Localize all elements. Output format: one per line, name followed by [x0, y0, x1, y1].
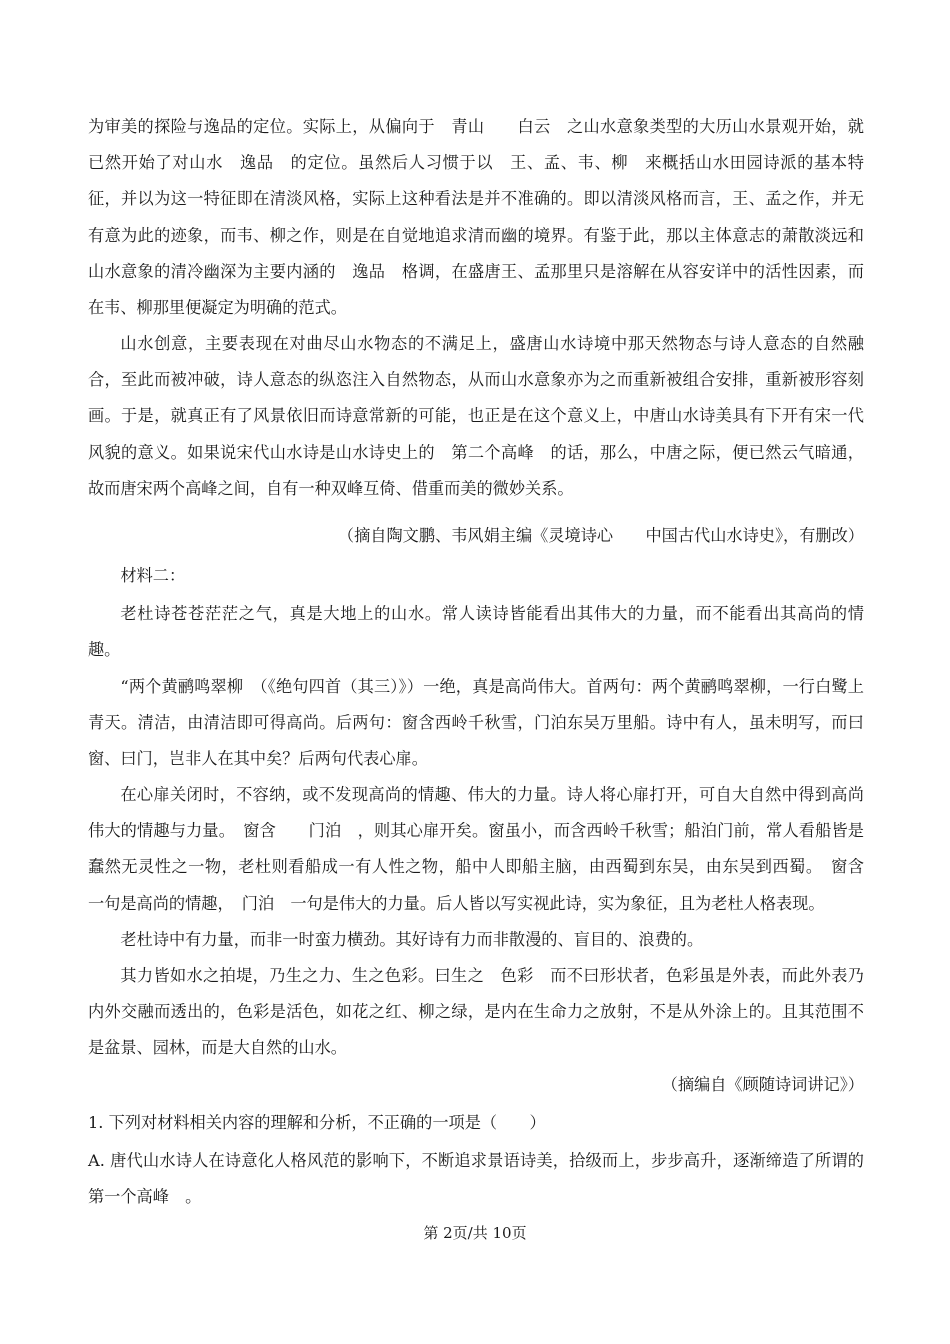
paragraph-1: 为审美的探险与逸品的定位。实际上，从偏向于 青山 白云 之山水意象类型的大历山水景观开始，就已然开始了对山水 逸品 的定位。虽然后人习惯于以 王、孟、韦、柳 来概括山水田园诗派的基本特征，并以为这一特征即在清淡风格，实际上这种看法是并不准确的。即以清淡风格而言，王、孟之作，并无有意为此的迹象，而韦、柳之作，则是在自觉地追求清而幽的境界。有鉴于此，那以主体意志的萧散淡远和山水意象的清冷幽深为主要内涵的 逸品 格调，在盛唐王、孟那里只是溶解在从容安详中的活性因素，而在韦、柳那里便凝定为明确的范式。 [88, 117, 864, 318]
page-footer: 第 2页/共 10页 [423, 1224, 527, 1242]
paragraph-2: 山水创意，主要表现在对曲尽山水物态的不满足上，盛唐山水诗境中那天然物态与诗人意态的自然融合，至此而被冲破，诗人意态的纵恣注入自然物态，从而山水意象亦为之而重新被组合安排，重新被形容刻画。于是，就真正有了风景依旧而诗意常新的可能，也正是在这个意义上，中唐山水诗美具有下开有宋一代风貌的意义。如果说宋代山水诗是山水诗史上的 第二个高峰 的话，那么，中唐之际，便已然云气暗通，故而唐宋两个高峰之间，自有一种双峰互倚、借重而美的微妙关系。 [88, 334, 864, 498]
paragraph-3: 老杜诗苍苍茫茫之气，真是大地上的山水。常人读诗皆能看出其伟大的力量，而不能看出其高尚的情趣。 [88, 604, 864, 660]
paragraph-5: 在心扉关闭时，不容纳，或不发现高尚的情趣、伟大的力量。诗人将心扉打开，可自大自然中得到高尚伟大的情趣与力量。 窗含 门泊 ，则其心扉开矣。窗虽小，而含西岭千秋雪；船泊门前，常人看船皆是蠢然无灵性之一物，老杜则看船成一有人性之物，船中人即船主脑，由西蜀到东吴，由东吴到西蜀。 窗含 一句是高尚的情趣， 门泊 一句是伟大的力量。后人皆以写实视此诗，实为象征，且为老杜人格表现。 [88, 785, 881, 913]
material-two-heading: 材料二： [120, 566, 186, 585]
paragraph-7: 其力皆如水之拍堤，乃生之力、生之色彩。曰生之 色彩 而不曰形状者，色彩虽是外表，而此外表乃内外交融而透出的，色彩是活色，如花之红、柳之绿，是内在生命力之放射，不是从外涂上的。且其范围不是盆景、园林，而是大自然的山水。 [88, 966, 864, 1058]
paragraph-4: “两个黄鹂鸣翠柳 （《绝句四首（其三）》）一绝，真是高尚伟大。首两句：两个黄鹂鸣翠柳，一行白鹭上青天。清洁，由清洁即可得高尚。后两句：窗含西岭千秋雪，门泊东吴万里船。诗中有人，虽未明写，而曰窗、曰门，岂非人在其中矣？后两句代表心扉。 [88, 677, 864, 769]
question-option-a[interactable]: A. 唐代山水诗人在诗意化人格风范的影响下，不断追求景语诗美，拾级而上，步步高升，逐渐缔造了所谓的 第一个高峰 。 [88, 1151, 881, 1207]
question-stem: 1. 下列对材料相关内容的理解和分析，不正确的一项是（ ） [88, 1113, 546, 1132]
source-citation-1: （摘自陶文鹏、韦风娟主编《灵境诗心 中国古代山水诗史》，有删改） [337, 526, 864, 545]
source-citation-2: （摘编自《顾随诗词讲记》） [661, 1075, 864, 1094]
paragraph-6: 老杜诗中有力量，而非一时蛮力横劲。其好诗有力而非散漫的、盲目的、浪费的。 [120, 930, 704, 949]
